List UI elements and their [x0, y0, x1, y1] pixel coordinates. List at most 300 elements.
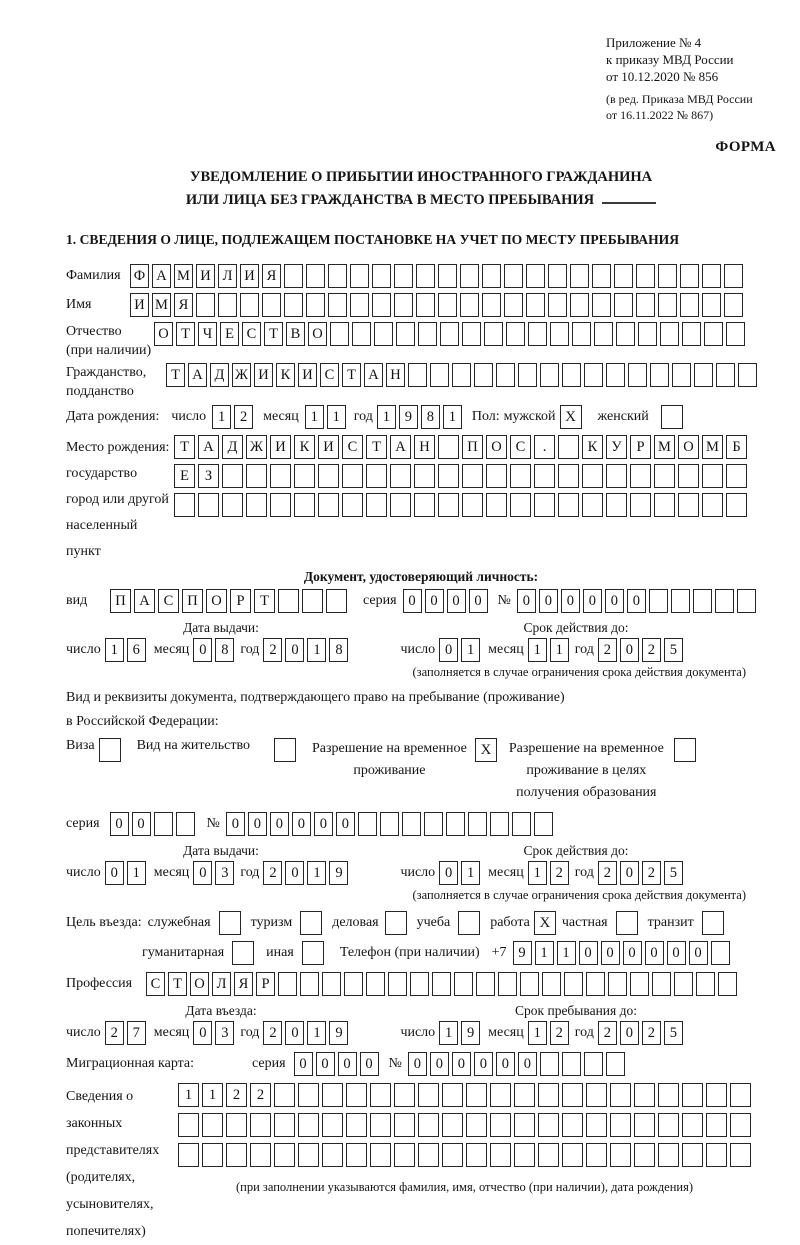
char-cell[interactable] [514, 1083, 535, 1107]
char-cell[interactable]: 0 [425, 589, 444, 613]
char-cell[interactable]: О [206, 589, 227, 613]
char-cell[interactable]: 0 [338, 1052, 357, 1076]
char-cell[interactable]: 0 [248, 812, 267, 836]
char-cell[interactable]: И [254, 363, 273, 387]
char-cell[interactable]: Е [220, 322, 239, 346]
char-cell[interactable] [222, 493, 243, 517]
male-checkbox[interactable]: X [560, 405, 582, 429]
char-cell[interactable] [176, 812, 195, 836]
char-cell[interactable] [284, 293, 303, 317]
char-cell[interactable] [702, 493, 723, 517]
char-cell[interactable]: М [152, 293, 171, 317]
char-cell[interactable]: 9 [329, 1021, 348, 1045]
char-cell[interactable] [250, 1143, 271, 1167]
char-cell[interactable] [486, 464, 507, 488]
char-cell[interactable]: 0 [452, 1052, 471, 1076]
char-cell[interactable] [682, 1143, 703, 1167]
char-cell[interactable]: 0 [285, 1021, 304, 1045]
char-cell[interactable] [462, 322, 481, 346]
char-cell[interactable] [650, 363, 669, 387]
char-cell[interactable] [442, 1113, 463, 1137]
char-cell[interactable]: 2 [263, 1021, 282, 1045]
char-cell[interactable] [658, 293, 677, 317]
char-cell[interactable]: 8 [329, 638, 348, 662]
char-cell[interactable]: 0 [620, 638, 639, 662]
char-cell[interactable] [520, 972, 539, 996]
rvp-checkbox[interactable]: X [475, 738, 497, 762]
char-cell[interactable]: 0 [292, 812, 311, 836]
char-cell[interactable] [346, 1083, 367, 1107]
char-cell[interactable] [274, 1143, 295, 1167]
char-cell[interactable]: И [270, 435, 291, 459]
char-cell[interactable]: 0 [439, 861, 458, 885]
char-cell[interactable]: 9 [513, 941, 532, 965]
char-cell[interactable]: 0 [439, 638, 458, 662]
char-cell[interactable] [498, 972, 517, 996]
char-cell[interactable] [326, 589, 347, 613]
char-cell[interactable] [512, 812, 531, 836]
char-cell[interactable]: 0 [539, 589, 558, 613]
char-cell[interactable] [370, 1143, 391, 1167]
char-cell[interactable] [446, 812, 465, 836]
char-cell[interactable] [226, 1143, 247, 1167]
char-cell[interactable] [630, 972, 649, 996]
char-cell[interactable]: Т [166, 363, 185, 387]
char-cell[interactable]: 2 [250, 1083, 271, 1107]
char-cell[interactable]: Л [212, 972, 231, 996]
char-cell[interactable]: А [390, 435, 411, 459]
char-cell[interactable] [174, 493, 195, 517]
char-cell[interactable] [608, 972, 627, 996]
char-cell[interactable] [154, 812, 173, 836]
char-cell[interactable] [346, 1143, 367, 1167]
char-cell[interactable]: 0 [316, 1052, 335, 1076]
char-cell[interactable] [430, 363, 449, 387]
char-cell[interactable] [570, 293, 589, 317]
char-cell[interactable]: Т [168, 972, 187, 996]
char-cell[interactable] [178, 1113, 199, 1137]
char-cell[interactable] [592, 264, 611, 288]
char-cell[interactable] [548, 293, 567, 317]
char-cell[interactable] [558, 435, 579, 459]
char-cell[interactable] [370, 1113, 391, 1137]
char-cell[interactable] [294, 464, 315, 488]
char-cell[interactable]: О [190, 972, 209, 996]
char-cell[interactable] [438, 493, 459, 517]
char-cell[interactable] [438, 293, 457, 317]
char-cell[interactable]: 1 [305, 405, 324, 429]
char-cell[interactable] [484, 322, 503, 346]
char-cell[interactable]: 8 [421, 405, 440, 429]
char-cell[interactable]: 0 [193, 638, 212, 662]
char-cell[interactable]: О [678, 435, 699, 459]
char-cell[interactable]: К [276, 363, 295, 387]
char-cell[interactable]: 1 [212, 405, 231, 429]
char-cell[interactable] [350, 264, 369, 288]
char-cell[interactable] [300, 972, 319, 996]
char-cell[interactable] [636, 293, 655, 317]
char-cell[interactable] [438, 264, 457, 288]
char-cell[interactable]: К [294, 435, 315, 459]
char-cell[interactable] [718, 972, 737, 996]
char-cell[interactable] [452, 363, 471, 387]
char-cell[interactable]: 1 [557, 941, 576, 965]
char-cell[interactable]: 0 [336, 812, 355, 836]
char-cell[interactable] [372, 293, 391, 317]
char-cell[interactable] [246, 493, 267, 517]
char-cell[interactable] [370, 1083, 391, 1107]
char-cell[interactable] [730, 1083, 751, 1107]
purpose-delovaya-checkbox[interactable] [385, 911, 407, 935]
char-cell[interactable]: Т [342, 363, 361, 387]
char-cell[interactable]: 0 [620, 861, 639, 885]
char-cell[interactable] [682, 1113, 703, 1137]
purpose-sluzhebnaya-checkbox[interactable] [219, 911, 241, 935]
char-cell[interactable]: С [146, 972, 165, 996]
char-cell[interactable]: К [582, 435, 603, 459]
char-cell[interactable]: 0 [447, 589, 466, 613]
char-cell[interactable] [504, 293, 523, 317]
char-cell[interactable] [350, 293, 369, 317]
char-cell[interactable]: Р [630, 435, 651, 459]
char-cell[interactable]: 0 [408, 1052, 427, 1076]
char-cell[interactable] [388, 972, 407, 996]
char-cell[interactable] [682, 322, 701, 346]
char-cell[interactable]: 2 [226, 1083, 247, 1107]
purpose-gumanitarnaya-checkbox[interactable] [232, 941, 254, 965]
char-cell[interactable] [694, 363, 713, 387]
char-cell[interactable] [711, 941, 730, 965]
char-cell[interactable] [442, 1083, 463, 1107]
char-cell[interactable]: 0 [314, 812, 333, 836]
char-cell[interactable]: П [110, 589, 131, 613]
char-cell[interactable] [342, 464, 363, 488]
char-cell[interactable] [562, 1052, 581, 1076]
char-cell[interactable] [680, 293, 699, 317]
char-cell[interactable]: А [188, 363, 207, 387]
char-cell[interactable] [322, 1143, 343, 1167]
char-cell[interactable] [440, 322, 459, 346]
char-cell[interactable]: Т [174, 435, 195, 459]
char-cell[interactable]: 2 [642, 1021, 661, 1045]
char-cell[interactable] [366, 972, 385, 996]
char-cell[interactable]: 0 [294, 1052, 313, 1076]
char-cell[interactable] [706, 1143, 727, 1167]
char-cell[interactable] [330, 322, 349, 346]
char-cell[interactable]: 0 [193, 861, 212, 885]
char-cell[interactable]: В [286, 322, 305, 346]
char-cell[interactable] [490, 1083, 511, 1107]
char-cell[interactable]: Ч [198, 322, 217, 346]
char-cell[interactable]: 0 [360, 1052, 379, 1076]
char-cell[interactable] [658, 1113, 679, 1137]
char-cell[interactable]: А [364, 363, 383, 387]
char-cell[interactable] [630, 493, 651, 517]
char-cell[interactable]: 0 [583, 589, 602, 613]
char-cell[interactable]: Т [366, 435, 387, 459]
char-cell[interactable] [366, 493, 387, 517]
char-cell[interactable] [222, 464, 243, 488]
purpose-inaya-checkbox[interactable] [302, 941, 324, 965]
char-cell[interactable] [322, 1113, 343, 1137]
char-cell[interactable] [570, 264, 589, 288]
char-cell[interactable] [346, 1113, 367, 1137]
char-cell[interactable]: Д [210, 363, 229, 387]
char-cell[interactable] [678, 493, 699, 517]
char-cell[interactable]: 0 [496, 1052, 515, 1076]
char-cell[interactable] [510, 493, 531, 517]
char-cell[interactable] [414, 464, 435, 488]
char-cell[interactable] [416, 264, 435, 288]
char-cell[interactable]: 1 [307, 1021, 326, 1045]
char-cell[interactable] [586, 1143, 607, 1167]
char-cell[interactable]: А [152, 264, 171, 288]
char-cell[interactable] [278, 589, 299, 613]
char-cell[interactable]: С [342, 435, 363, 459]
char-cell[interactable] [394, 264, 413, 288]
char-cell[interactable] [534, 812, 553, 836]
char-cell[interactable] [460, 264, 479, 288]
char-cell[interactable]: 9 [329, 861, 348, 885]
char-cell[interactable] [418, 1083, 439, 1107]
char-cell[interactable] [638, 322, 657, 346]
char-cell[interactable]: 0 [645, 941, 664, 965]
char-cell[interactable] [490, 812, 509, 836]
char-cell[interactable] [418, 1143, 439, 1167]
char-cell[interactable]: 8 [215, 638, 234, 662]
char-cell[interactable] [328, 293, 347, 317]
char-cell[interactable] [558, 464, 579, 488]
char-cell[interactable] [586, 1083, 607, 1107]
char-cell[interactable] [196, 293, 215, 317]
char-cell[interactable]: 1 [105, 638, 124, 662]
char-cell[interactable]: 1 [178, 1083, 199, 1107]
char-cell[interactable] [352, 322, 371, 346]
char-cell[interactable] [702, 264, 721, 288]
char-cell[interactable] [592, 293, 611, 317]
char-cell[interactable]: 2 [598, 638, 617, 662]
char-cell[interactable] [680, 264, 699, 288]
char-cell[interactable] [490, 1113, 511, 1137]
char-cell[interactable] [294, 493, 315, 517]
char-cell[interactable]: 0 [474, 1052, 493, 1076]
char-cell[interactable]: И [298, 363, 317, 387]
char-cell[interactable] [344, 972, 363, 996]
char-cell[interactable]: 0 [270, 812, 289, 836]
char-cell[interactable]: 0 [110, 812, 129, 836]
char-cell[interactable]: О [154, 322, 173, 346]
char-cell[interactable] [716, 363, 735, 387]
char-cell[interactable] [672, 363, 691, 387]
char-cell[interactable]: 0 [226, 812, 245, 836]
char-cell[interactable]: 1 [439, 1021, 458, 1045]
char-cell[interactable] [724, 293, 743, 317]
char-cell[interactable] [610, 1083, 631, 1107]
char-cell[interactable] [628, 363, 647, 387]
char-cell[interactable] [726, 464, 747, 488]
char-cell[interactable] [198, 493, 219, 517]
char-cell[interactable] [660, 322, 679, 346]
char-cell[interactable] [468, 812, 487, 836]
char-cell[interactable] [402, 812, 421, 836]
char-cell[interactable] [178, 1143, 199, 1167]
char-cell[interactable]: Ж [232, 363, 251, 387]
char-cell[interactable] [482, 264, 501, 288]
char-cell[interactable] [274, 1083, 295, 1107]
char-cell[interactable]: Н [414, 435, 435, 459]
char-cell[interactable]: 1 [202, 1083, 223, 1107]
female-checkbox[interactable] [661, 405, 683, 429]
char-cell[interactable] [616, 322, 635, 346]
char-cell[interactable] [606, 493, 627, 517]
char-cell[interactable] [572, 322, 591, 346]
char-cell[interactable]: Р [256, 972, 275, 996]
char-cell[interactable]: 6 [127, 638, 146, 662]
purpose-tranzit-checkbox[interactable] [702, 911, 724, 935]
char-cell[interactable] [496, 363, 515, 387]
char-cell[interactable]: 5 [664, 861, 683, 885]
char-cell[interactable] [438, 435, 459, 459]
char-cell[interactable]: С [320, 363, 339, 387]
char-cell[interactable] [706, 1083, 727, 1107]
char-cell[interactable] [548, 264, 567, 288]
char-cell[interactable] [584, 363, 603, 387]
char-cell[interactable]: 0 [469, 589, 488, 613]
char-cell[interactable] [564, 972, 583, 996]
char-cell[interactable] [298, 1083, 319, 1107]
char-cell[interactable]: П [462, 435, 483, 459]
char-cell[interactable] [614, 293, 633, 317]
char-cell[interactable] [262, 293, 281, 317]
char-cell[interactable]: 0 [517, 589, 536, 613]
char-cell[interactable]: И [196, 264, 215, 288]
char-cell[interactable]: И [130, 293, 149, 317]
char-cell[interactable] [322, 1083, 343, 1107]
char-cell[interactable] [418, 322, 437, 346]
char-cell[interactable] [298, 1143, 319, 1167]
char-cell[interactable]: Т [264, 322, 283, 346]
char-cell[interactable] [542, 972, 561, 996]
char-cell[interactable]: 2 [263, 861, 282, 885]
char-cell[interactable]: С [510, 435, 531, 459]
rvp-edu-checkbox[interactable] [674, 738, 696, 762]
char-cell[interactable] [528, 322, 547, 346]
char-cell[interactable] [318, 493, 339, 517]
char-cell[interactable]: М [654, 435, 675, 459]
char-cell[interactable] [534, 464, 555, 488]
char-cell[interactable] [490, 1143, 511, 1167]
char-cell[interactable]: 2 [642, 861, 661, 885]
char-cell[interactable] [366, 464, 387, 488]
char-cell[interactable] [606, 363, 625, 387]
char-cell[interactable] [682, 1083, 703, 1107]
char-cell[interactable]: 1 [528, 861, 547, 885]
char-cell[interactable] [284, 264, 303, 288]
char-cell[interactable]: 2 [263, 638, 282, 662]
char-cell[interactable] [634, 1113, 655, 1137]
char-cell[interactable]: 1 [461, 861, 480, 885]
purpose-ucheba-checkbox[interactable] [458, 911, 480, 935]
purpose-rabota-checkbox[interactable]: X [534, 911, 556, 935]
char-cell[interactable]: 2 [550, 1021, 569, 1045]
char-cell[interactable] [474, 363, 493, 387]
purpose-chastnaya-checkbox[interactable] [616, 911, 638, 935]
char-cell[interactable] [538, 1113, 559, 1137]
char-cell[interactable]: А [134, 589, 155, 613]
char-cell[interactable]: 0 [105, 861, 124, 885]
char-cell[interactable] [394, 1113, 415, 1137]
char-cell[interactable]: 1 [327, 405, 346, 429]
char-cell[interactable] [274, 1113, 295, 1137]
char-cell[interactable] [702, 464, 723, 488]
char-cell[interactable]: 5 [664, 638, 683, 662]
char-cell[interactable] [582, 493, 603, 517]
char-cell[interactable] [218, 293, 237, 317]
char-cell[interactable] [540, 363, 559, 387]
char-cell[interactable]: 0 [601, 941, 620, 965]
char-cell[interactable]: 1 [443, 405, 462, 429]
char-cell[interactable] [538, 1143, 559, 1167]
char-cell[interactable]: Л [218, 264, 237, 288]
char-cell[interactable] [510, 464, 531, 488]
char-cell[interactable] [630, 464, 651, 488]
char-cell[interactable] [486, 493, 507, 517]
residence-permit-checkbox[interactable] [274, 738, 296, 762]
char-cell[interactable] [506, 322, 525, 346]
char-cell[interactable] [562, 1113, 583, 1137]
char-cell[interactable]: 7 [127, 1021, 146, 1045]
char-cell[interactable] [396, 322, 415, 346]
char-cell[interactable] [562, 1143, 583, 1167]
char-cell[interactable] [372, 264, 391, 288]
char-cell[interactable] [586, 1113, 607, 1137]
char-cell[interactable]: И [240, 264, 259, 288]
char-cell[interactable] [408, 363, 427, 387]
char-cell[interactable]: 0 [518, 1052, 537, 1076]
char-cell[interactable] [394, 293, 413, 317]
char-cell[interactable]: 0 [620, 1021, 639, 1045]
char-cell[interactable]: 1 [461, 638, 480, 662]
char-cell[interactable] [634, 1143, 655, 1167]
char-cell[interactable]: 0 [561, 589, 580, 613]
char-cell[interactable] [674, 972, 693, 996]
char-cell[interactable] [538, 1083, 559, 1107]
char-cell[interactable] [270, 493, 291, 517]
char-cell[interactable] [226, 1113, 247, 1137]
char-cell[interactable] [671, 589, 690, 613]
char-cell[interactable]: 0 [285, 638, 304, 662]
char-cell[interactable] [658, 1083, 679, 1107]
char-cell[interactable] [610, 1113, 631, 1137]
char-cell[interactable]: У [606, 435, 627, 459]
char-cell[interactable]: Я [234, 972, 253, 996]
char-cell[interactable] [202, 1113, 223, 1137]
char-cell[interactable] [610, 1143, 631, 1167]
char-cell[interactable] [614, 264, 633, 288]
char-cell[interactable]: Р [230, 589, 251, 613]
char-cell[interactable] [706, 1113, 727, 1137]
char-cell[interactable] [636, 264, 655, 288]
char-cell[interactable] [270, 464, 291, 488]
char-cell[interactable] [514, 1113, 535, 1137]
char-cell[interactable] [696, 972, 715, 996]
purpose-turizm-checkbox[interactable] [300, 911, 322, 935]
char-cell[interactable] [476, 972, 495, 996]
char-cell[interactable]: Я [174, 293, 193, 317]
char-cell[interactable] [416, 293, 435, 317]
char-cell[interactable] [738, 363, 757, 387]
char-cell[interactable]: 0 [285, 861, 304, 885]
